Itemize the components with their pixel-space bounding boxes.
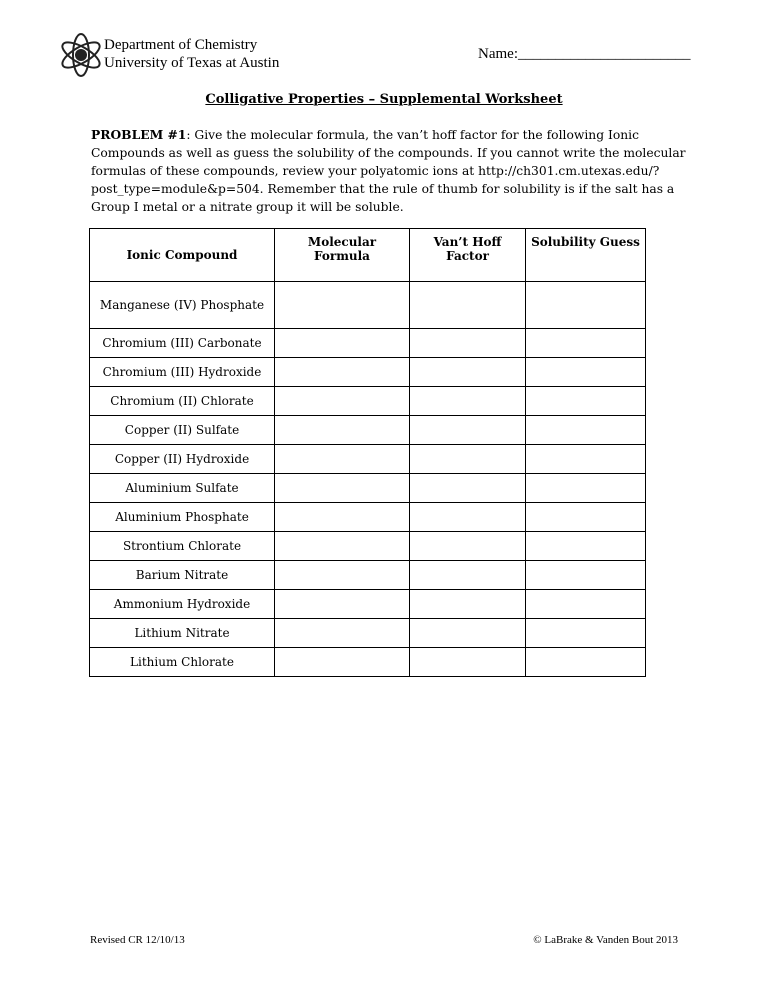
solubility-guess-cell[interactable] bbox=[526, 416, 646, 445]
vant-hoff-factor-cell[interactable] bbox=[410, 358, 526, 387]
department-name: Department of Chemistry bbox=[104, 37, 258, 53]
molecular-formula-cell[interactable] bbox=[275, 561, 410, 590]
molecular-formula-cell[interactable] bbox=[275, 358, 410, 387]
vant-hoff-factor-cell[interactable] bbox=[410, 329, 526, 358]
vant-hoff-factor-cell[interactable] bbox=[410, 648, 526, 677]
compounds-table bbox=[89, 228, 646, 677]
solubility-guess-cell[interactable] bbox=[526, 474, 646, 503]
solubility-guess-cell[interactable] bbox=[526, 590, 646, 619]
compound-name-cell: Chromium (II) Chlorate bbox=[90, 387, 275, 416]
revision-note: Revised CR 12/10/13 bbox=[90, 934, 185, 946]
compound-name-cell: Lithium Nitrate bbox=[90, 619, 275, 648]
compound-name-cell: Aluminium Sulfate bbox=[90, 474, 275, 503]
atom-logo-icon bbox=[57, 31, 105, 79]
table-row bbox=[90, 358, 646, 387]
vant-hoff-factor-cell[interactable] bbox=[410, 590, 526, 619]
solubility-guess-cell[interactable] bbox=[526, 358, 646, 387]
vant-hoff-factor-cell[interactable] bbox=[410, 503, 526, 532]
compound-name-cell: Ammonium Hydroxide bbox=[90, 590, 275, 619]
molecular-formula-cell[interactable] bbox=[275, 416, 410, 445]
vant-hoff-factor-cell[interactable] bbox=[410, 282, 526, 329]
vant-hoff-factor-cell[interactable] bbox=[410, 416, 526, 445]
table-row bbox=[90, 619, 646, 648]
header-vant-hoff-factor: Van’t Hoff Factor bbox=[410, 229, 526, 282]
table-row bbox=[90, 445, 646, 474]
table-row bbox=[90, 329, 646, 358]
table-row bbox=[90, 503, 646, 532]
vant-hoff-factor-cell[interactable] bbox=[410, 474, 526, 503]
name-field: Name:_______________________ bbox=[478, 46, 691, 62]
solubility-guess-cell[interactable] bbox=[526, 445, 646, 474]
solubility-guess-cell[interactable] bbox=[526, 503, 646, 532]
table-row bbox=[90, 474, 646, 503]
solubility-guess-cell[interactable] bbox=[526, 387, 646, 416]
molecular-formula-cell[interactable] bbox=[275, 619, 410, 648]
molecular-formula-cell[interactable] bbox=[275, 532, 410, 561]
problem-text: : Give the molecular formula, the van’t hoff factor for the following Ionic Compounds as well as guess the solubility of the compounds. If you cannot write the molecular formulas of these compounds, review your polyatomic ions at http://ch301.cm.utexas.edu/?post_type=module&p=504. Remember that the rule of thumb for solubility is if the salt has a Group I metal or a nitrate group it will be soluble. bbox=[91, 128, 686, 214]
solubility-guess-cell[interactable] bbox=[526, 532, 646, 561]
table-header-row bbox=[90, 229, 646, 282]
solubility-guess-cell[interactable] bbox=[526, 648, 646, 677]
copyright: © LaBrake & Vanden Bout 2013 bbox=[533, 934, 678, 946]
vant-hoff-factor-cell[interactable] bbox=[410, 387, 526, 416]
problem-statement bbox=[91, 126, 691, 216]
table-row bbox=[90, 648, 646, 677]
compound-name-cell: Chromium (III) Hydroxide bbox=[90, 358, 275, 387]
table-row bbox=[90, 561, 646, 590]
page-title: Colligative Properties – Supplemental Worksheet bbox=[205, 92, 563, 107]
compound-name-cell: Chromium (III) Carbonate bbox=[90, 329, 275, 358]
compound-name-cell: Aluminium Phosphate bbox=[90, 503, 275, 532]
compound-name-cell: Lithium Chlorate bbox=[90, 648, 275, 677]
solubility-guess-cell[interactable] bbox=[526, 329, 646, 358]
header-solubility-guess: Solubility Guess bbox=[526, 229, 646, 282]
header-ionic-compound: Ionic Compound bbox=[90, 229, 275, 282]
molecular-formula-cell[interactable] bbox=[275, 387, 410, 416]
table-row bbox=[90, 590, 646, 619]
molecular-formula-cell[interactable] bbox=[275, 648, 410, 677]
molecular-formula-cell[interactable] bbox=[275, 503, 410, 532]
vant-hoff-factor-cell[interactable] bbox=[410, 619, 526, 648]
molecular-formula-cell[interactable] bbox=[275, 282, 410, 329]
table-row bbox=[90, 282, 646, 329]
solubility-guess-cell[interactable] bbox=[526, 619, 646, 648]
header-molecular-formula: Molecular Formula bbox=[275, 229, 410, 282]
molecular-formula-cell[interactable] bbox=[275, 474, 410, 503]
compound-name-cell: Copper (II) Hydroxide bbox=[90, 445, 275, 474]
vant-hoff-factor-cell[interactable] bbox=[410, 561, 526, 590]
problem-label: PROBLEM #1 bbox=[91, 127, 187, 142]
compound-name-cell: Barium Nitrate bbox=[90, 561, 275, 590]
university-name: University of Texas at Austin bbox=[104, 55, 280, 71]
vant-hoff-factor-cell[interactable] bbox=[410, 445, 526, 474]
compound-name-cell: Copper (II) Sulfate bbox=[90, 416, 275, 445]
solubility-guess-cell[interactable] bbox=[526, 561, 646, 590]
compound-name-cell: Manganese (IV) Phosphate bbox=[90, 282, 275, 329]
compound-name-cell: Strontium Chlorate bbox=[90, 532, 275, 561]
department-block bbox=[104, 36, 279, 72]
table-row bbox=[90, 387, 646, 416]
table-row bbox=[90, 532, 646, 561]
solubility-guess-cell[interactable] bbox=[526, 282, 646, 329]
molecular-formula-cell[interactable] bbox=[275, 329, 410, 358]
vant-hoff-factor-cell[interactable] bbox=[410, 532, 526, 561]
molecular-formula-cell[interactable] bbox=[275, 590, 410, 619]
molecular-formula-cell[interactable] bbox=[275, 445, 410, 474]
table-row bbox=[90, 416, 646, 445]
